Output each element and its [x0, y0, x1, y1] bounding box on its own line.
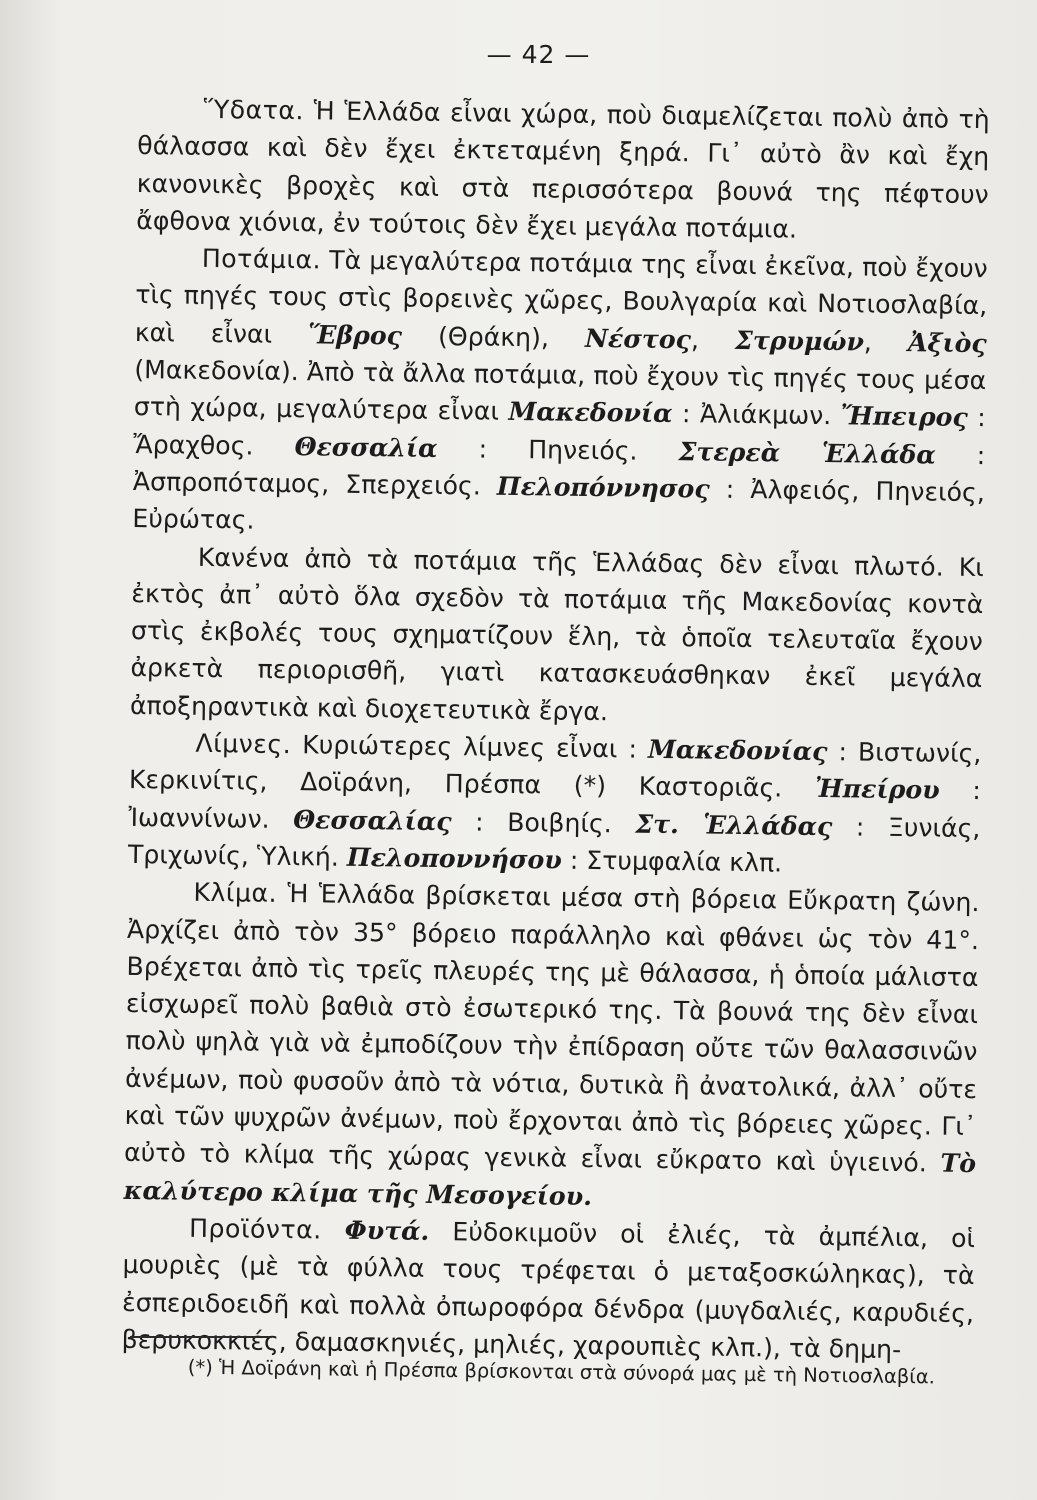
- subheading-fyta: Φυτά.: [344, 1214, 430, 1246]
- body-text: [121, 90, 990, 1369]
- text-potamia-5: : Ἄραχθος.: [133, 403, 986, 461]
- page-number: — 42 —: [486, 40, 591, 69]
- river-strymon: Στρυμών: [734, 324, 865, 357]
- heading-ydata: Ὕδατα.: [203, 94, 305, 126]
- text-limnes-5: : Ξυνιάς, Τριχωνίς, Ὑλική.: [127, 811, 981, 872]
- region-ipeirou: Ἠπείρου: [814, 773, 940, 805]
- text-klima: Ἡ Ἑλλάδα βρίσκεται μέσα στὴ βόρεια Εὔκρατη ζώνη. Ἀρχίζει ἀπὸ τὸν 35° βόρειο παράλληλο καὶ φθάνει ὡς τὸν 41°. Βρέχεται ἀπὸ τὶς τρεῖς πλευρές της μὲ θάλασσα, ἡ ὁποία μάλιστα εἰσχωρεῖ πολὺ βαθιὰ στὸ ἐσωτερικό της. Τὰ βουνά της δὲν εἶναι πολὺ ψηλὰ γιὰ νὰ ἐμποδίζουν τὴν ἐπίδραση οὔτε τῶν θαλασσινῶν ἀνέμων, ποὺ φυσοῦν ἀπὸ τὰ νότια, δυτικὰ ἢ ἀνατολικά, ἀλλ᾽ οὔτε καὶ τῶν ψυχρῶν ἀνέμων, ποὺ ἔρχονται ἀπὸ τὶς βόρειες χῶρες. Γι᾽ αὐτὸ τὸ κλίμα τῆς χώρας γενικὰ εἶναι εὔκρατο καὶ ὑγιεινό.: [123, 879, 980, 1178]
- heading-proionta: Προϊόντα.: [188, 1213, 322, 1245]
- text-potamia-4: : Ἀλιάκμων.: [672, 399, 841, 431]
- text-potamia-7: : Ἀσπροπόταμος, Σπερχειός.: [132, 440, 986, 501]
- region-thessalia: Θεσσαλία: [294, 430, 438, 463]
- paragraph-klima: [123, 873, 979, 1220]
- text-limnes-3: : Ἰωαννίνων.: [128, 775, 982, 834]
- text-potamia-6: : Πηνειός.: [437, 433, 679, 466]
- paragraph-limnes: [128, 724, 982, 884]
- text-limnes-2: : Βιστωνίς, Κερκινίτις, Δοϊράνη, Πρέσπα (*) Καστοριᾶς.: [128, 737, 982, 804]
- region-peloponnisou: Πελοποννήσου: [346, 841, 563, 875]
- region-thessalias: Θεσσαλίας: [293, 803, 452, 836]
- text-limnes-1: Κυριώτερες λίμνες εἶναι :: [291, 730, 649, 764]
- text-potamia-2: (Θράκη),: [401, 321, 586, 353]
- heading-limnes: Λίμνες.: [195, 728, 292, 760]
- text-proionta: Εὐδοκιμοῦν οἱ ἐλιές, τὰ ἀμπέλια, οἱ μουριὲς (μὲ τὰ φύλλα τους τρέφεται ὁ μεταξοσκώληκας), τὰ ἐσπεριδοειδῆ καὶ πολλὰ ὀπωροφόρα δένδρα (μυγδαλιές, καρυδιές, βερυκοκκιές, δαμασκηνιές, μηλιές, χαρουπιὲς κλπ.), τὰ δημη-: [121, 1216, 976, 1364]
- region-ipeiros: Ἤπειρος: [840, 400, 968, 433]
- emphasis-klima: Τὸ καλύτερο κλίμα τῆς Μεσογείου.: [123, 1147, 977, 1211]
- river-evros: Ἕβρος: [308, 319, 403, 351]
- region-peloponnisos: Πελοπόννησος: [496, 470, 710, 504]
- comma-1: ,: [690, 325, 736, 355]
- heading-potamia: Ποτάμια.: [201, 244, 322, 275]
- river-nestos: Νέστος: [584, 322, 692, 355]
- heading-klima: Κλίμα.: [193, 878, 278, 909]
- footnote-rule: [130, 1336, 272, 1338]
- river-axios: Ἀξιὸς: [907, 326, 987, 358]
- text-potamia-8: : Ἀλφειός, Πηνειός, Εὐρώτας.: [132, 474, 986, 535]
- text-potamia-3: (Μακεδονία). Ἀπὸ τὰ ἄλλα ποτάμια, ποὺ ἔχουν τὶς πηγές τους μέσα στὴ χώρα, μεγαλύτερα εἶναι: [133, 355, 987, 427]
- region-st-elladas: Στ. Ἑλλάδας: [635, 808, 833, 841]
- text-ydata: Ἡ Ἑλλάδα εἶναι χώρα, ποὺ διαμελίζεται πολὺ ἀπὸ τὴ θάλασσα καὶ δὲν ἔχει ἐκτεταμένη ξηρά. Γι᾽ αὐτὸ ἂν καὶ ἔχη κανονικὲς βροχὲς καὶ στὰ περισσότερα βουνά της πέφτουν ἄφθονα χιόνια, ἐν τούτοις δὲν ἔχει μεγάλα ποτάμια.: [136, 96, 990, 244]
- region-makedonias: Μακεδονίας: [647, 733, 828, 767]
- paragraph-ydata: [136, 90, 990, 250]
- text-limnes-4: : Βοιβηίς.: [451, 806, 636, 839]
- footnote: (*) Ἡ Δοϊράνη καὶ ἡ Πρέσπα βρίσκονται στὰ σύνορά μας μὲ τὴ Νοτιοσλαβία.: [187, 1355, 936, 1389]
- comma-2: ,: [863, 327, 909, 357]
- paragraph-plota: Κανένα ἀπὸ τὰ ποτάμια τῆς Ἑλλάδας δὲν εἶναι πλωτό. Κι ἐκτὸς ἀπ᾽ αὐτὸ ὅλα σχεδὸν τὰ ποτάμια τῆς Μακεδονίας κοντὰ στὶς ἐκβολές τους σχηματίζουν ἕλη, τὰ ὁποῖα τελευταῖα ἔχουν ἀρκετὰ περιορισθῆ, γιατὶ κατασκευάσθηκαν ἐκεῖ μεγάλα ἀποξηραντικὰ καὶ διοχετευτικὰ ἔργα.: [129, 542, 985, 726]
- region-sterea: Στερεὰ Ἑλλάδα: [678, 435, 936, 470]
- text-limnes-6: : Στυμφαλία κλπ.: [561, 845, 783, 878]
- text-potamia-1: Τὰ μεγαλύτερα ποτάμια της εἶναι ἐκεῖνα, ποὺ ἔχουν τὶς πηγές τους στὶς βορεινὲς χῶρες, Βουλγαρία καὶ Νοτιοσλαβία, καὶ εἶναι: [134, 245, 988, 350]
- paragraph-proionta: [121, 1209, 975, 1369]
- paragraph-potamia: [132, 239, 988, 549]
- region-makedonia: Μακεδονία: [508, 396, 673, 429]
